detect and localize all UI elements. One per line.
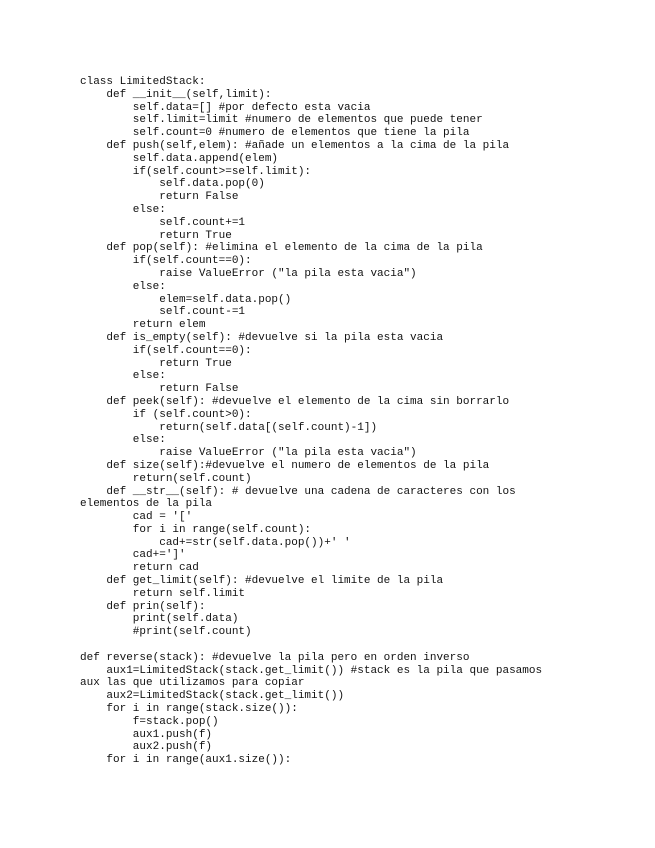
code-line: def reverse(stack): #devuelve la pila pero en orden inverso	[80, 651, 470, 664]
code-line: elem=self.data.pop()	[80, 293, 292, 306]
code-line: print(self.data)	[80, 613, 239, 626]
code-line: if (self.count>0):	[80, 408, 252, 421]
code-line: return False	[80, 383, 239, 396]
code-line: raise ValueError ("la pila esta vacia")	[80, 447, 417, 460]
code-line: self.data=[] #por defecto esta vacia	[80, 101, 371, 114]
code-line: self.data.pop(0)	[80, 178, 265, 191]
code-line: cad+=']'	[80, 549, 186, 562]
code-line: return(self.data[(self.count)-1])	[80, 421, 378, 434]
code-line: aux1.push(f)	[80, 728, 213, 741]
code-line: #print(self.count)	[80, 626, 252, 639]
code-line: return False	[80, 191, 239, 204]
code-line: def prin(self):	[80, 600, 206, 613]
code-line: self.data.append(elem)	[80, 152, 279, 165]
code-line: def get_limit(self): #devuelve el limite de la pila	[80, 575, 444, 588]
code-line: return elem	[80, 319, 206, 332]
code-line: else:	[80, 203, 166, 216]
code-line: return True	[80, 229, 232, 242]
code-line: elementos de la pila	[80, 498, 213, 511]
code-line: for i in range(aux1.size()):	[80, 754, 292, 767]
code-line: def __init__(self,limit):	[80, 88, 272, 101]
code-line: else:	[80, 370, 166, 383]
code-line: if(self.count>=self.limit):	[80, 165, 312, 178]
code-line: return(self.count)	[80, 472, 252, 485]
code-line: def __str__(self): # devuelve una cadena de caracteres con los	[80, 485, 516, 498]
code-line: self.count+=1	[80, 216, 246, 229]
code-line: for i in range(stack.size()):	[80, 703, 298, 716]
code-line: aux2=LimitedStack(stack.get_limit())	[80, 690, 345, 703]
code-line: return True	[80, 357, 232, 370]
code-line: if(self.count==0):	[80, 255, 252, 268]
code-listing	[80, 76, 542, 767]
code-line: else:	[80, 280, 166, 293]
code-line: self.limit=limit #numero de elementos que puede tener	[80, 114, 483, 127]
code-line: def pop(self): #elimina el elemento de la cima de la pila	[80, 242, 483, 255]
code-line: cad+=str(self.data.pop())+' '	[80, 536, 351, 549]
code-line	[80, 639, 542, 652]
code-line: for i in range(self.count):	[80, 523, 312, 536]
code-line: self.count-=1	[80, 306, 246, 319]
code-line: class LimitedStack:	[80, 76, 206, 88]
code-line: return cad	[80, 562, 199, 575]
code-line: self.count=0 #numero de elementos que tiene la pila	[80, 127, 470, 140]
code-line: else:	[80, 434, 166, 447]
code-line: def is_empty(self): #devuelve si la pila esta vacia	[80, 331, 444, 344]
code-line: if(self.count==0):	[80, 344, 252, 357]
code-line: cad = '['	[80, 511, 193, 524]
code-line: def push(self,elem): #añade un elementos a la cima de la pila	[80, 139, 510, 152]
code-line: return self.limit	[80, 587, 246, 600]
code-line: def peek(self): #devuelve el elemento de la cima sin borrarlo	[80, 395, 510, 408]
code-line: aux2.push(f)	[80, 741, 213, 754]
code-line: aux1=LimitedStack(stack.get_limit()) #stack es la pila que pasamos	[80, 664, 543, 677]
code-line: raise ValueError ("la pila esta vacia")	[80, 267, 417, 280]
code-line: aux las que utilizamos para copiar	[80, 677, 305, 690]
code-line: def size(self):#devuelve el numero de elementos de la pila	[80, 459, 490, 472]
code-line: f=stack.pop()	[80, 715, 219, 728]
